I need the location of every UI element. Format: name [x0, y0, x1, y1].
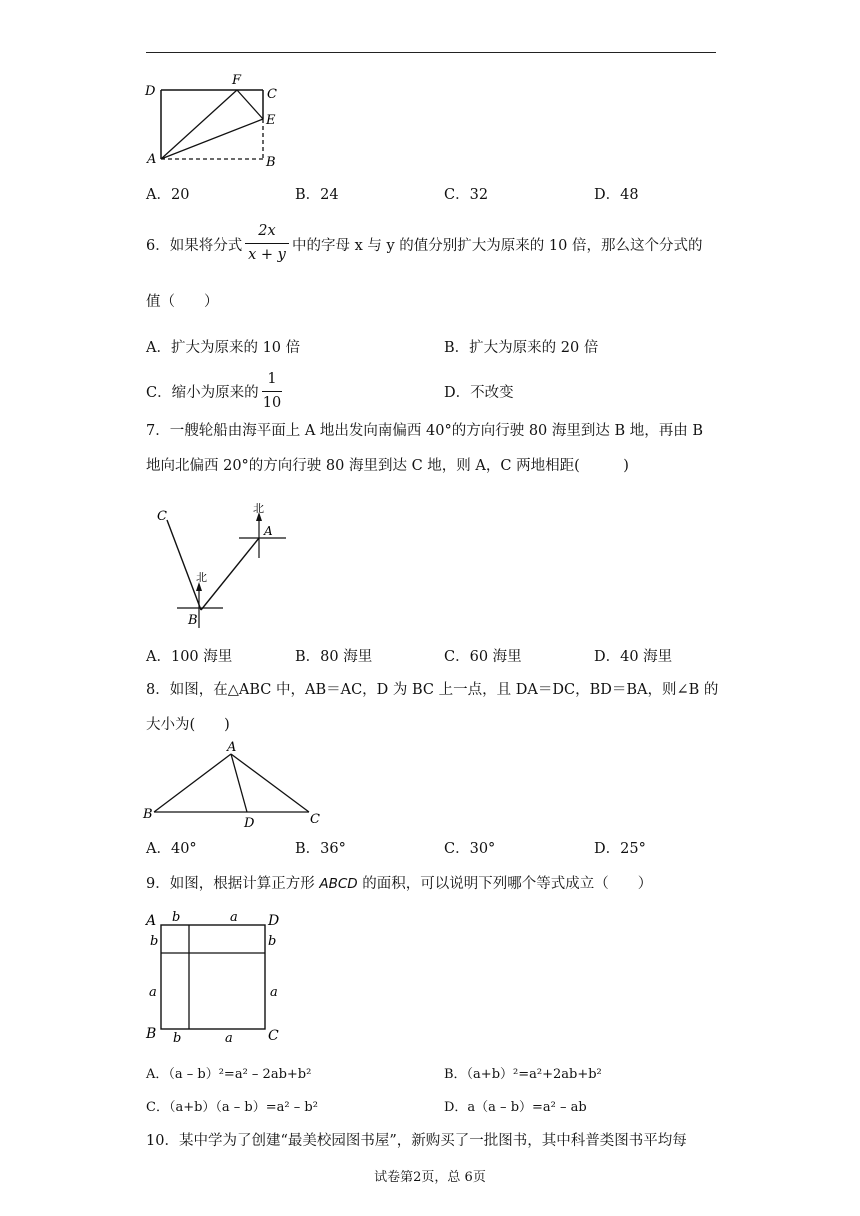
q9-option-c: C．（a+b）（a – b）=a² – b²: [146, 1100, 318, 1115]
q8-line1: 8．如图，在△ABC 中，AB＝AC，D 为 BC 上一点，且 DA＝DC，BD＝BA，则∠B 的: [146, 682, 719, 698]
q6-fraction-numerator: 2x: [258, 223, 276, 239]
label-top-b: b: [172, 910, 181, 925]
figure-rectangle-fold: [140, 70, 300, 175]
q7-line2: 地向北偏西 20°的方向行驶 80 海里到达 C 地，则 A，C 两地相距( ): [146, 458, 629, 474]
label-top-a: a: [230, 910, 238, 925]
q6-line2: 值（ ）: [146, 294, 219, 310]
label-D: D: [244, 816, 255, 830]
q8-line2: 大小为( ): [146, 717, 230, 733]
q5-option-a: A．20: [146, 187, 190, 203]
label-D: D: [268, 913, 280, 929]
q9-option-d: D．a（a – b）=a² – ab: [444, 1100, 587, 1115]
label-A: A: [146, 913, 157, 929]
q8-option-a: A．40°: [146, 841, 197, 857]
label-B: B: [188, 613, 198, 628]
north-label-bottom: 北: [196, 571, 207, 584]
q6-option-c-fraction: [262, 372, 282, 410]
label-D: D: [145, 84, 156, 99]
q8-option-b: B．36°: [295, 841, 346, 857]
figure-square: [140, 905, 290, 1045]
label-A: A: [147, 152, 157, 167]
q9-prefix: 9．如图，根据计算正方形: [146, 876, 320, 892]
q7-line1: 7．一艘轮船由海平面上 A 地出发向南偏西 40°的方向行驶 80 海里到达 B 地，再由 B: [146, 423, 704, 439]
label-bottom-a: a: [225, 1031, 233, 1045]
label-right-a: a: [270, 985, 278, 1000]
q10-line1: 10．某中学为了创建“最美校园图书屋”，新购买了一批图书，其中科普类图书平均每: [146, 1133, 687, 1149]
label-C: C: [268, 1028, 279, 1044]
label-right-b: b: [268, 934, 277, 949]
q9-abcd: ABCD: [319, 876, 358, 892]
label-C: C: [267, 87, 277, 102]
q7-option-d: D．40 海里: [594, 649, 673, 665]
q5-option-b: B．24: [295, 187, 339, 203]
label-C: C: [310, 812, 320, 827]
q6-option-b: B．扩大为原来的 20 倍: [444, 340, 599, 356]
label-left-b: b: [150, 934, 159, 949]
figure-navigation: [150, 498, 295, 633]
north-label-top: 北: [253, 502, 264, 515]
figure-triangle: [140, 738, 330, 830]
q7-option-b: B．80 海里: [295, 649, 373, 665]
label-A: A: [227, 740, 237, 755]
q9-option-a: A．（a – b）²=a² – 2ab+b²: [146, 1067, 312, 1082]
q6-fraction: [245, 224, 289, 262]
q6-option-c-prefix: C．缩小为原来的: [146, 385, 259, 401]
header-rule: [146, 52, 716, 53]
q6-prefix: 6．如果将分式: [146, 238, 243, 254]
q6-option-d: D．不改变: [444, 385, 514, 401]
q8-option-c: C．30°: [444, 841, 496, 857]
q7-option-c: C．60 海里: [444, 649, 522, 665]
q5-option-d: D．48: [594, 187, 639, 203]
label-C: C: [157, 509, 167, 524]
label-B: B: [146, 1026, 157, 1042]
label-bottom-b: b: [173, 1031, 182, 1045]
q8-option-d: D．25°: [594, 841, 646, 857]
q6-option-c-numerator: 1: [267, 371, 277, 387]
label-A: A: [264, 524, 273, 538]
q6-fraction-denominator: x + y: [248, 246, 286, 263]
q9-option-b: B．（a+b）²=a²+2ab+b²: [444, 1067, 602, 1082]
label-left-a: a: [149, 985, 157, 1000]
q5-option-c: C．32: [444, 187, 489, 203]
label-E: E: [266, 113, 276, 128]
q6-option-a: A．扩大为原来的 10 倍: [146, 340, 301, 356]
q6-option-c-denominator: 10: [262, 394, 282, 411]
label-F: F: [232, 73, 242, 88]
q9-stem: [146, 877, 652, 892]
q6-suffix: 中的字母 x 与 y 的值分别扩大为原来的 10 倍，那么这个分式的: [292, 238, 703, 254]
label-B: B: [143, 807, 153, 822]
page-footer: 试卷第2页，总 6页: [374, 1170, 486, 1185]
label-B: B: [266, 155, 276, 170]
q9-suffix: 的面积，可以说明下列哪个等式成立（ ）: [357, 876, 653, 892]
q7-option-a: A．100 海里: [146, 649, 233, 665]
